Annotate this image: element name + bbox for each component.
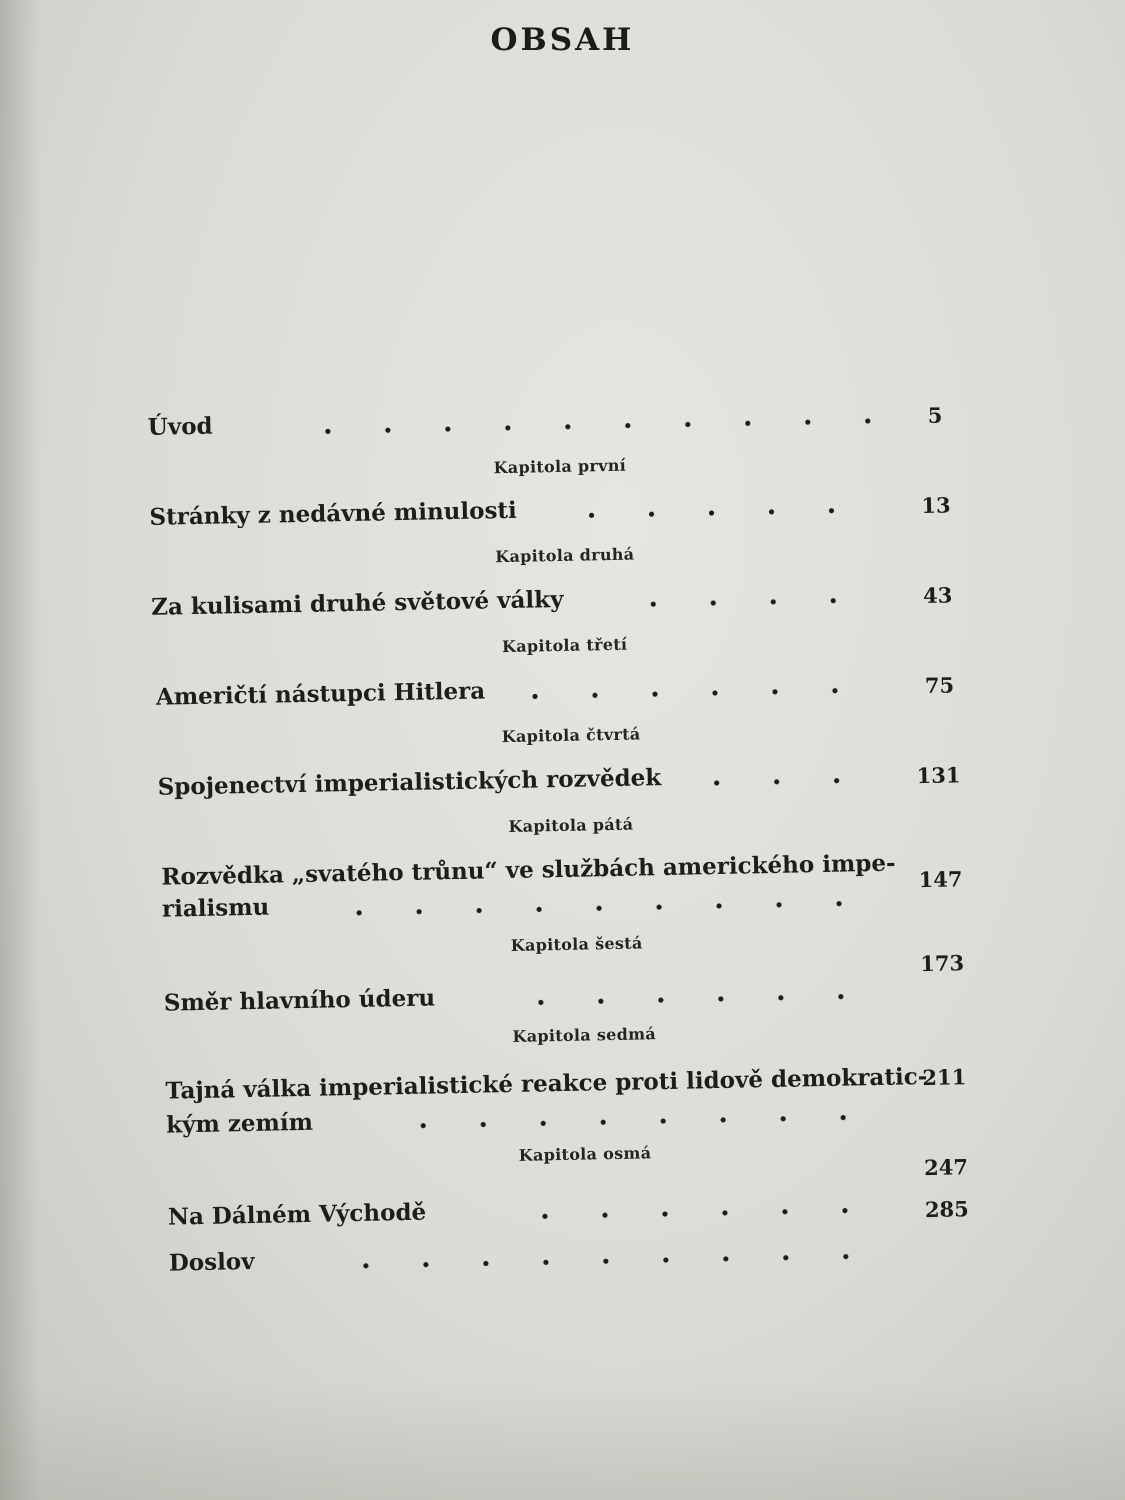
toc-page-ch3: 75 bbox=[924, 672, 955, 698]
toc-title-ch8: Na Dálném Východě bbox=[167, 1198, 427, 1231]
toc-title-ch7-line1: Tajná válka imperialistické reakce proti lidově demokratic- bbox=[165, 1063, 928, 1105]
chapter-label-7: Kapitola sedmá bbox=[512, 1024, 657, 1046]
chapter-label-3: Kapitola třetí bbox=[501, 634, 628, 657]
dot-leader bbox=[298, 418, 878, 435]
chapter-label-8: Kapitola osmá bbox=[518, 1143, 652, 1165]
toc-page-afterword: 285 bbox=[924, 1196, 970, 1223]
toc-page-ch1: 13 bbox=[921, 492, 951, 519]
toc-title-ch4: Spojenectví imperialistických rozvědek bbox=[157, 764, 662, 801]
dot-leader bbox=[393, 1114, 893, 1130]
toc-page-ch6: 173 bbox=[919, 950, 965, 977]
dot-leader bbox=[687, 777, 887, 787]
chapter-label-4: Kapitola čtvrtá bbox=[501, 724, 641, 747]
chapter-label-6: Kapitola šestá bbox=[510, 933, 643, 955]
toc-title-intro: Úvod bbox=[147, 412, 213, 441]
chapter-label-5: Kapitola pátá bbox=[508, 814, 634, 836]
toc-page-ch7: 211 bbox=[922, 1064, 967, 1091]
toc-page-ch8: 247 bbox=[923, 1154, 969, 1181]
dot-leader bbox=[511, 993, 891, 1006]
dot-leader bbox=[329, 900, 889, 917]
dot-leader bbox=[561, 507, 881, 519]
toc-title-ch5-line2: rialismu bbox=[161, 893, 270, 923]
toc-page-intro: 5 bbox=[927, 402, 943, 428]
toc-page-ch2: 43 bbox=[922, 582, 953, 608]
toc-page-ch5: 147 bbox=[918, 866, 963, 893]
toc-title-ch1: Stránky z nedávné minulosti bbox=[149, 496, 518, 531]
toc-title-ch7-line2: kým zemím bbox=[165, 1108, 314, 1139]
page-title: OBSAH bbox=[490, 22, 635, 58]
chapter-label-2: Kapitola druhá bbox=[495, 544, 635, 567]
toc-title-ch5-line1: Rozvědka „svatého trůnu“ ve službách amerického impe- bbox=[161, 849, 896, 891]
dot-leader bbox=[505, 687, 885, 700]
toc-title-ch6: Směr hlavního úderu bbox=[163, 984, 436, 1017]
dot-leader bbox=[623, 597, 883, 608]
toc-title-ch2: Za kulisami druhé světové války bbox=[150, 585, 564, 621]
dot-leader bbox=[515, 1207, 895, 1220]
toc-title-ch3: Američtí nástupci Hitlera bbox=[155, 677, 486, 711]
toc-title-afterword: Doslov bbox=[168, 1247, 255, 1277]
chapter-label-1: Kapitola první bbox=[493, 455, 627, 478]
dot-leader bbox=[336, 1253, 896, 1270]
toc-page-ch4: 131 bbox=[916, 762, 961, 789]
